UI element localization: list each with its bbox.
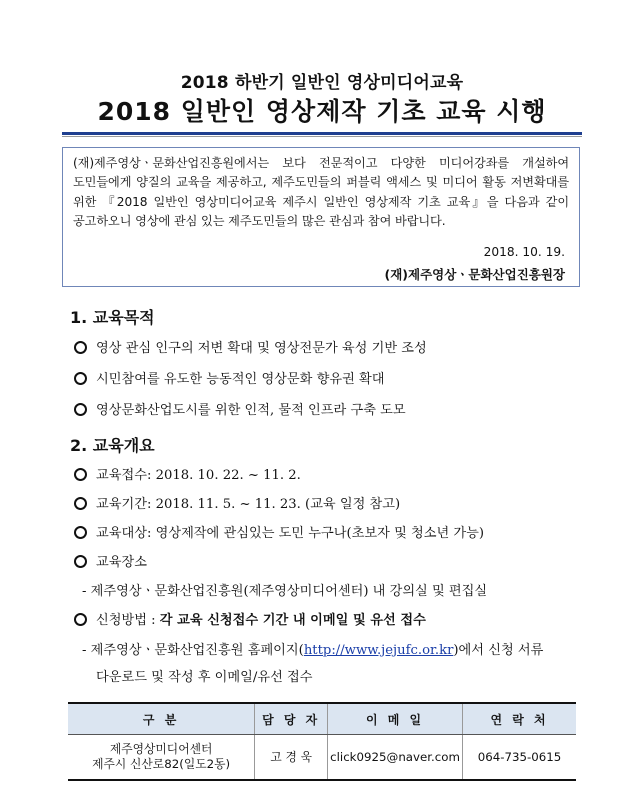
- column-header-division: 구 분: [68, 703, 255, 735]
- overview-item-registration: 교육접수: 2018. 10. 22. ~ 11. 2.: [74, 464, 301, 483]
- notice-date: 2018. 10. 19.: [483, 245, 565, 259]
- purpose-item: 시민참여를 유도한 능동적인 영상문화 향유권 확대: [74, 368, 384, 387]
- purpose-item: 영상문화산업도시를 위한 인적, 물적 인프라 구축 도모: [74, 399, 406, 418]
- section-overview-title: 2. 교육개요: [70, 436, 155, 455]
- circle-bullet-icon: [74, 613, 87, 626]
- notice-organization: (재)제주영상ㆍ문화산업진흥원장: [384, 267, 565, 282]
- column-header-manager: 담 당 자: [255, 703, 328, 735]
- circle-bullet-icon: [74, 372, 87, 385]
- location-detail: - 제주영상ㆍ문화산업진흥원(제주영상미디어센터) 내 강의실 및 편집실: [82, 584, 488, 599]
- circle-bullet-icon: [74, 403, 87, 416]
- purpose-item: 영상 관심 인구의 저변 확대 및 영상전문가 육성 기반 조성: [74, 337, 427, 356]
- circle-bullet-icon: [74, 468, 87, 481]
- circle-bullet-icon: [74, 341, 87, 354]
- apply-detail-continued: 다운로드 및 작성 후 이메일/유선 접수: [96, 670, 313, 685]
- overview-item-period: 교육기간: 2018. 11. 5. ~ 11. 23. (교육 일정 참고): [74, 493, 400, 512]
- overview-item-target: 교육대상: 영상제작에 관심있는 도민 누구나(초보자 및 청소년 가능): [74, 522, 484, 541]
- column-header-email: 이 메 일: [328, 703, 463, 735]
- circle-bullet-icon: [74, 555, 87, 568]
- overview-item-location: 교육장소: [74, 551, 147, 570]
- title-underline-thin: [62, 136, 582, 137]
- notice-text: (재)제주영상ㆍ문화산업진흥원에서는 보다 전문적이고 다양한 미디어강좌를 개설하여 도민들에게 양질의 교육을 제공하고, 제주도민들의 퍼블릭 액세스 및 미디어 활동 저변확대를 위한 『2018 일반인 영상미디어교육 제주시 일반인 영상제작 기초 교육』을 다음과 같이 공고하오니 영상에 관심 있는 제주도민들의 많은 관심과 참여 바랍니다.: [73, 156, 569, 229]
- apply-detail: - 제주영상ㆍ문화산업진흥원 홈페이지(http://www.jejufc.or.kr)에서 신청 서류: [82, 643, 544, 658]
- overview-item-apply: 신청방법 : 각 교육 신청접수 기간 내 이메일 및 유선 접수: [74, 609, 426, 628]
- document-subtitle: 2018 하반기 일반인 영상미디어교육: [180, 73, 464, 93]
- circle-bullet-icon: [74, 526, 87, 539]
- title-block: [62, 72, 582, 128]
- title-underline: [62, 132, 582, 135]
- notice-box: [62, 147, 580, 287]
- column-header-phone: 연 락 처: [463, 703, 576, 735]
- contact-table: [68, 702, 576, 781]
- cell-division: 제주영상미디어센터 제주시 신산로82(일도2동): [68, 735, 255, 781]
- table-row: [68, 735, 576, 781]
- cell-email: click0925@naver.com: [328, 735, 463, 781]
- table-header-row: [68, 703, 576, 735]
- section-purpose-title: 1. 교육목적: [70, 308, 155, 327]
- homepage-link[interactable]: http://www.jejufc.or.kr: [303, 643, 454, 658]
- cell-phone: 064-735-0615: [463, 735, 576, 781]
- apply-method-text: 각 교육 신청접수 기간 내 이메일 및 유선 접수: [159, 613, 426, 628]
- document-title: 2018 일반인 영상제작 기초 교육 시행: [97, 97, 547, 126]
- cell-manager: 고 경 욱: [255, 735, 328, 781]
- circle-bullet-icon: [74, 497, 87, 510]
